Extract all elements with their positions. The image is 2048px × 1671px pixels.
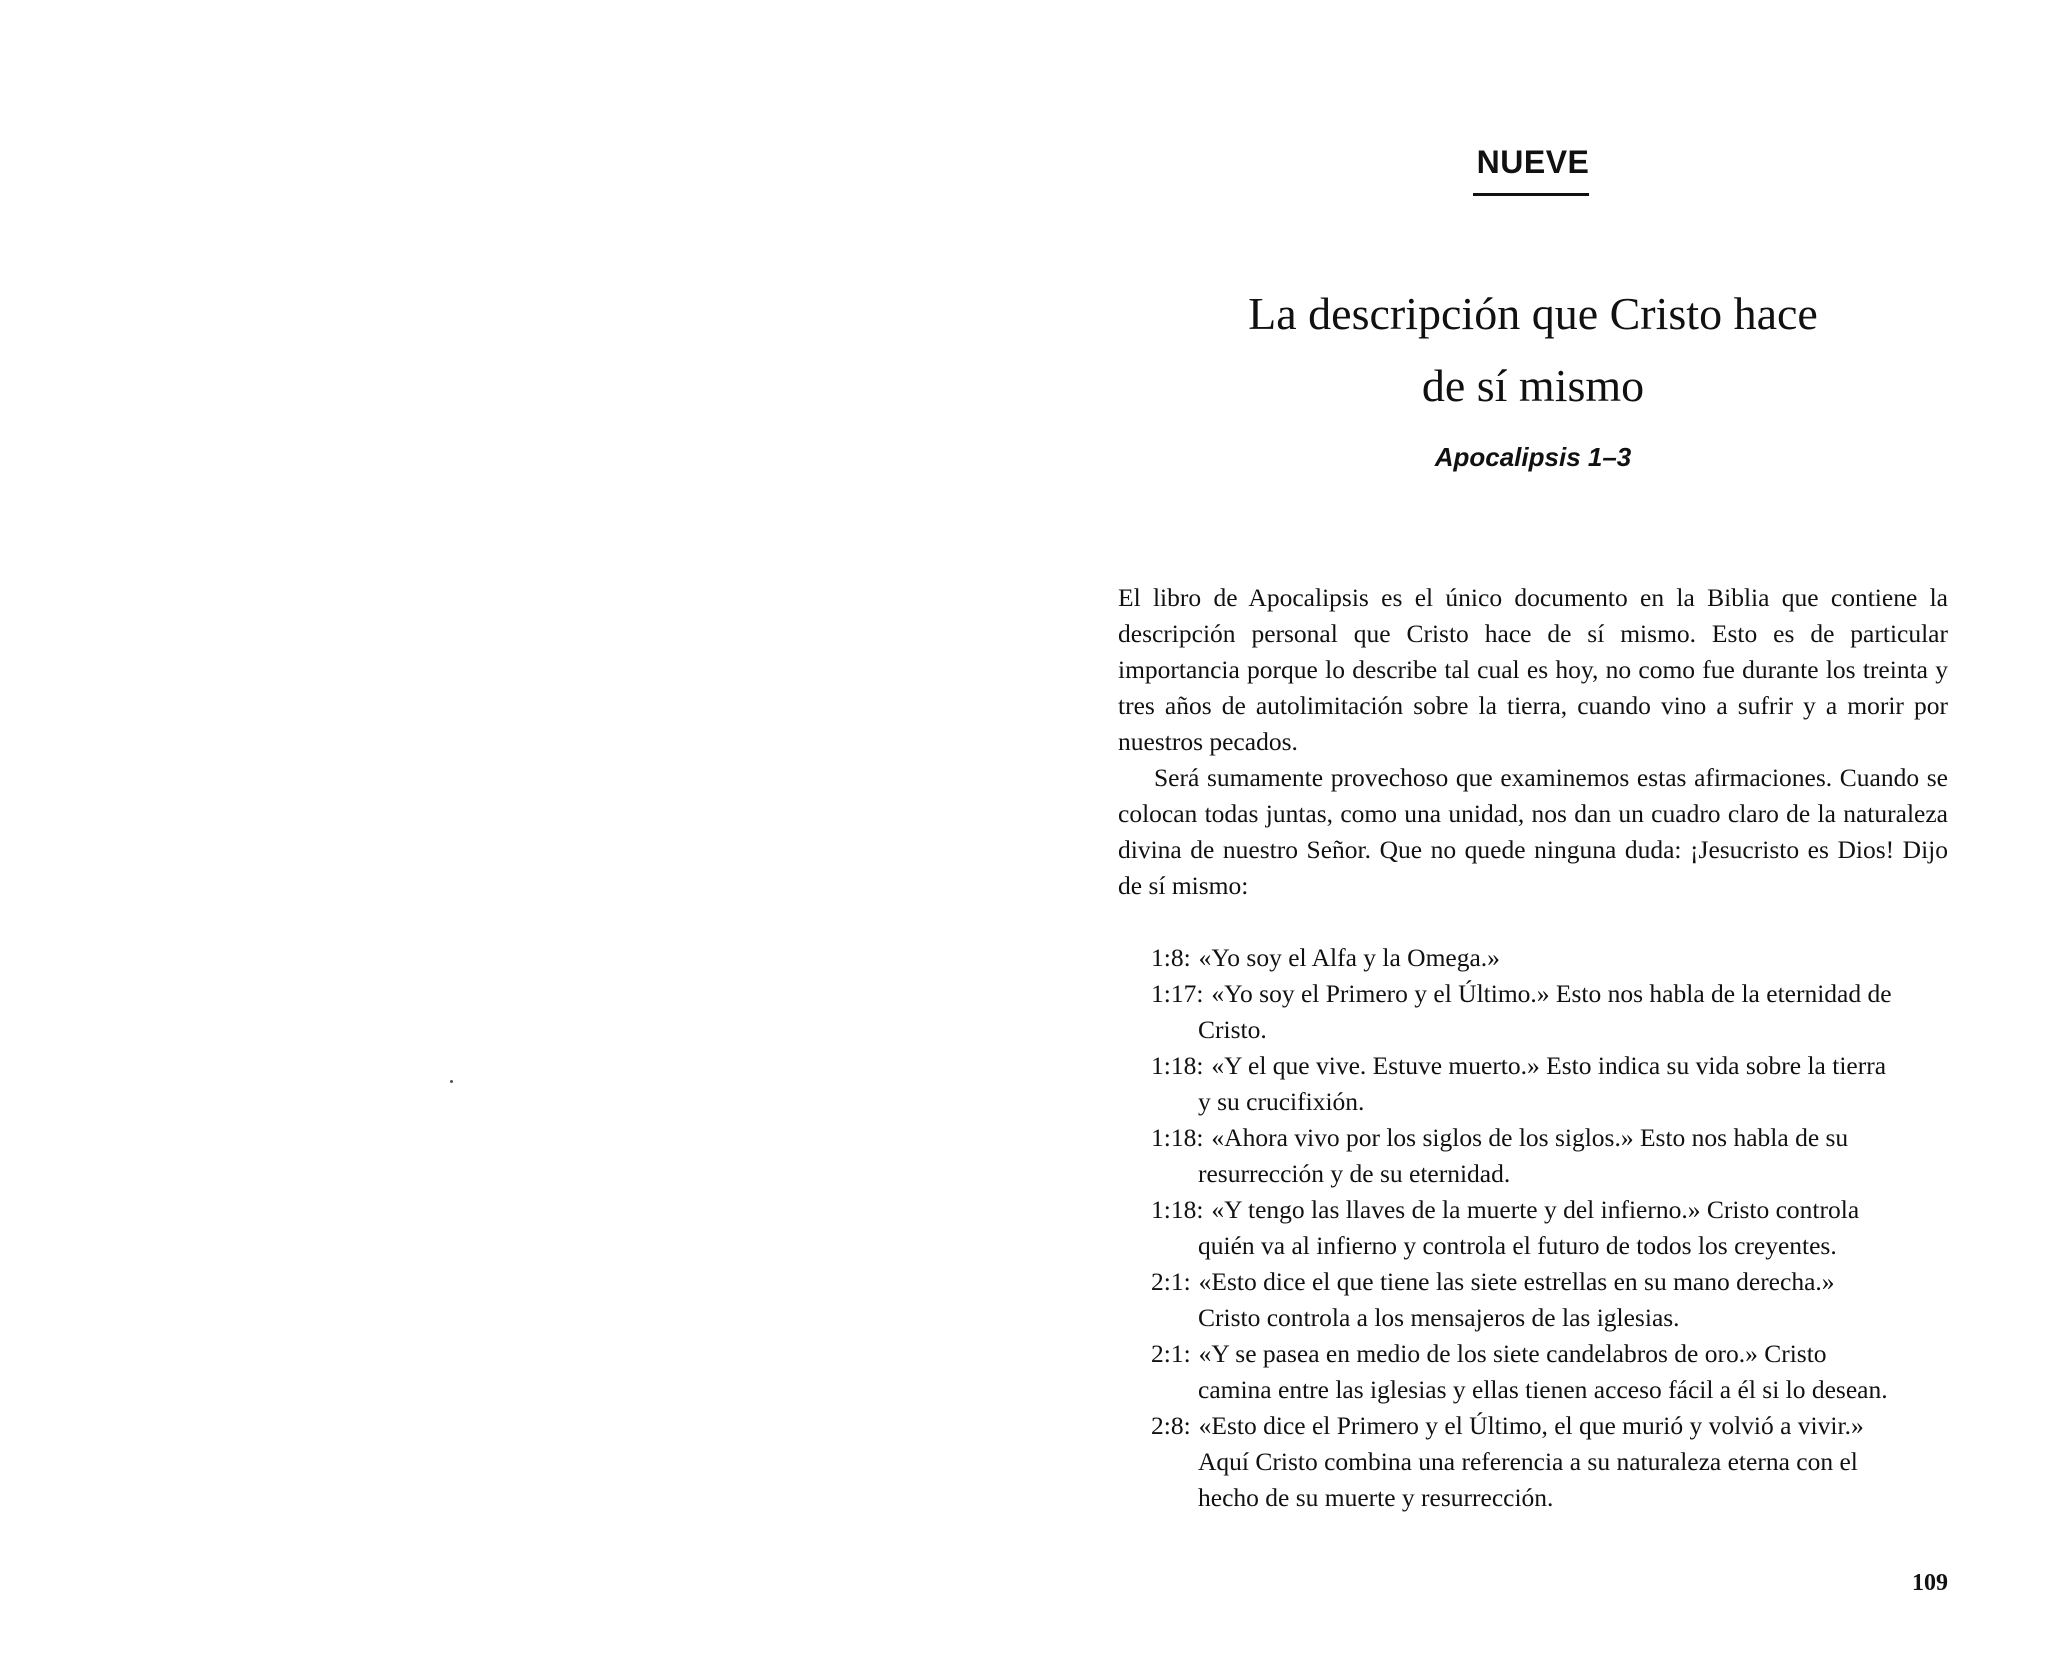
verse-text: «Y tengo las llaves de la muerte y del infierno.» Cristo controla quién va al infierno y controla el futuro de todos los creyentes. (1198, 1195, 1860, 1260)
verse-item (1118, 1120, 1898, 1192)
scan-speck (450, 1080, 453, 1083)
verse-ref: 1:17: (1151, 979, 1204, 1008)
verse-ref: 2:8: (1151, 1411, 1191, 1440)
verse-text: «Yo soy el Alfa y la Omega.» (1198, 943, 1500, 972)
verse-item (1118, 1048, 1898, 1120)
verse-ref: 2:1: (1151, 1267, 1191, 1296)
verse-ref: 2:1: (1151, 1339, 1191, 1368)
chapter-subtitle: Apocalipsis 1–3 (1434, 442, 1632, 472)
chapter-rule (1473, 193, 1589, 196)
verse-ref: 1:8: (1151, 943, 1191, 972)
verse-ref: 1:18: (1151, 1051, 1204, 1080)
verse-list (1118, 940, 1948, 1516)
verse-item (1118, 1264, 1898, 1336)
verse-ref: 1:18: (1151, 1123, 1204, 1152)
verse-ref: 1:18: (1151, 1195, 1204, 1224)
verse-item (1118, 1336, 1898, 1408)
verse-item (1118, 1408, 1898, 1516)
verse-text: «Y el que vive. Estuve muerto.» Esto indica su vida sobre la tierra y su crucifixión. (1198, 1051, 1887, 1116)
chapter-title: La descripción que Cristo hace de sí mismo (1248, 288, 1818, 411)
verse-text: «Yo soy el Primero y el Último.» Esto nos habla de la eternidad de Cristo. (1198, 979, 1892, 1044)
paragraph: El libro de Apocalipsis es el único documento en la Biblia que contiene la descripción personal que Cristo hace de sí mismo. Esto es de particular importancia porque lo describe tal cual es hoy, no como fue durante los treinta y tres años de autolimitación sobre la tierra, cuando vino a sufrir y a morir por nuestros pecados. (1118, 583, 1948, 756)
verse-item (1118, 1192, 1898, 1264)
verse-item (1118, 976, 1898, 1048)
verse-item (1118, 940, 1898, 976)
verse-text: «Y se pasea en medio de los siete candelabros de oro.» Cristo camina entre las iglesias y ellas tienen acceso fácil a él si lo desean. (1198, 1339, 1888, 1404)
verse-text: «Esto dice el que tiene las siete estrellas en su mano derecha.» Cristo controla a los mensajeros de las iglesias. (1198, 1267, 1835, 1332)
verse-text: «Ahora vivo por los siglos de los siglos.» Esto nos habla de su resurrección y de su eternidad. (1198, 1123, 1849, 1188)
verse-text: «Esto dice el Primero y el Último, el que murió y volvió a vivir.» Aquí Cristo combina una referencia a su naturaleza eterna con el hecho de su muerte y resurrección. (1198, 1411, 1864, 1512)
body-text (1118, 580, 1948, 1516)
paragraph: Será sumamente provechoso que examinemos estas afirmaciones. Cuando se colocan todas juntas, como una unidad, nos dan un cuadro claro de la naturaleza divina de nuestro Señor. Que no quede ninguna duda: ¡Jesucristo es Dios! Dijo de sí mismo: (1118, 763, 1948, 900)
page-number: 109 (1912, 1570, 1948, 1596)
right-page (1118, 0, 1948, 1671)
chapter-label: NUEVE (1476, 144, 1590, 180)
